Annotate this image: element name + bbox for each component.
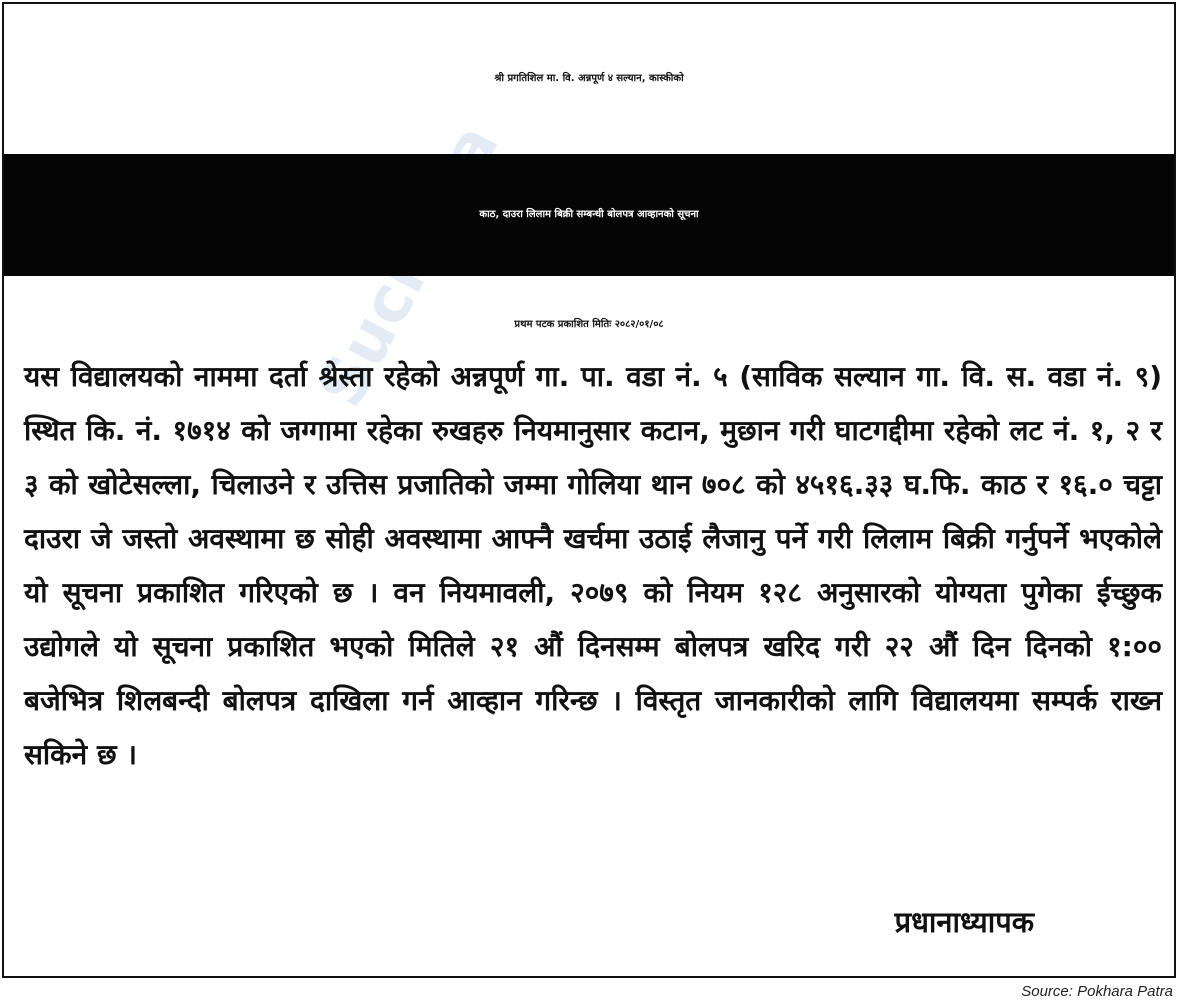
notice-body: यस विद्यालयको नाममा दर्ता श्रेस्ता रहेको अन्नपूर्ण गा. पा. वडा नं. ५ (साविक सल्यान गा. वि. स. वडा नं. ९) स्थित कि. नं. १७१४ को जग्गामा रहेका रुखहरु नियमानुसार कटान, मुछान गरी घाटगद्दीमा रहेको लट नं. १, २ र ३ को खोटेसल्ला, चिलाउने र उत्तिस प्रजातिको जम्मा गोलिया थान ७०८ को ४५१६.३३ घ.फि. काठ र १६.० चट्टा दाउरा जे जस्तो अवस्थामा छ सोही अवस्थामा आफ्नै खर्चमा उठाई लैजानु पर्ने गरी लिलाम बिक्री गर्नुपर्ने भएकोले यो सूचना प्रकाशित गरिएको छ । वन नियमावली, २०७९ को नियम १२८ अनुसारको योग्यता पुगेका ईच्छुक उद्योगले यो सूचना प्रकाशित भएको मितिले २१ औं दिनसम्म बोलपत्र खरिद गरी २२ औं दिन दिनको १:०० बजेभित्र शिलबन्दी बोलपत्र दाखिला गर्न आव्हान गरिन्छ । विस्तृत जानकारीको लागि विद्यालयमा सम्पर्क राख्न सकिने छ । xyxy=(24,360,1162,771)
notice-frame xyxy=(2,2,1176,978)
notice-heading: काठ, दाउरा लिलाम बिक्री सम्बन्धी बोलपत्र आव्हानको सूचना xyxy=(479,209,699,220)
source-credit: Source: Pokhara Patra xyxy=(1021,983,1173,1000)
publish-date: प्रथम पटक प्रकाशित मितिः २०८२/०१/०८ xyxy=(514,319,664,330)
notice-heading-band xyxy=(4,154,1174,276)
school-title: श्री प्रगतिशिल मा. वि. अन्नपूर्ण ४ सल्यान, कास्कीको xyxy=(494,73,684,84)
signature: प्रधानाध्यापक xyxy=(894,905,1034,939)
